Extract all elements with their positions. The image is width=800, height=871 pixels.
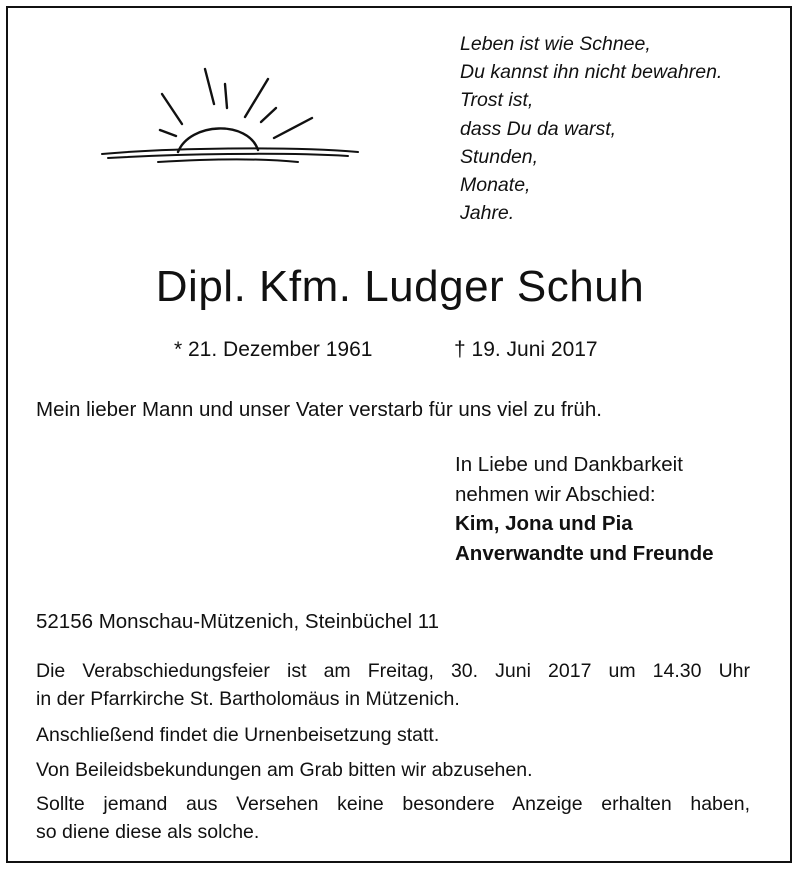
poem-line: dass Du da warst,	[460, 117, 617, 140]
sunrise-icon	[98, 62, 363, 172]
poem-line: Stunden,	[460, 145, 539, 168]
notice-line: Sollte jemand aus Versehen keine besondere Anzeige erhalten haben,	[36, 793, 750, 815]
notice-line: so diene diese als solche.	[36, 821, 260, 843]
birth-date: * 21. Dezember 1961	[174, 338, 373, 361]
notice-line: Die Verabschiedungsfeier ist am Freitag, 30. Juni 2017 um 14.30 Uhr	[36, 660, 750, 682]
intro-text: Mein lieber Mann und unser Vater verstarb für uns viel zu früh.	[36, 398, 602, 421]
notice-line: in der Pfarrkirche St. Bartholomäus in Mützenich.	[36, 688, 460, 710]
death-date: † 19. Juni 2017	[454, 338, 598, 361]
poem-line: Jahre.	[460, 202, 515, 225]
mourner-names: Kim, Jona und Pia	[455, 512, 633, 535]
deceased-name: Dipl. Kfm. Ludger Schuh	[155, 262, 645, 311]
poem	[460, 30, 722, 227]
mourner-names: Anverwandte und Freunde	[455, 541, 714, 565]
poem-line: Trost ist,	[460, 89, 534, 112]
poem-line: Monate,	[460, 174, 531, 197]
signature-line: nehmen wir Abschied:	[455, 482, 656, 506]
poem-line: Leben ist wie Schnee,	[460, 33, 651, 55]
signature-line: In Liebe und Dankbarkeit	[455, 453, 683, 476]
notice-line: Von Beileidsbekundungen am Grab bitten wir abzusehen.	[36, 759, 533, 781]
poem-line: Du kannst ihn nicht bewahren.	[460, 61, 723, 84]
notice-line: Anschließend findet die Urnenbeisetzung statt.	[36, 724, 440, 746]
address: 52156 Monschau-Mützenich, Steinbüchel 11	[36, 610, 440, 633]
signature-block	[455, 450, 714, 568]
